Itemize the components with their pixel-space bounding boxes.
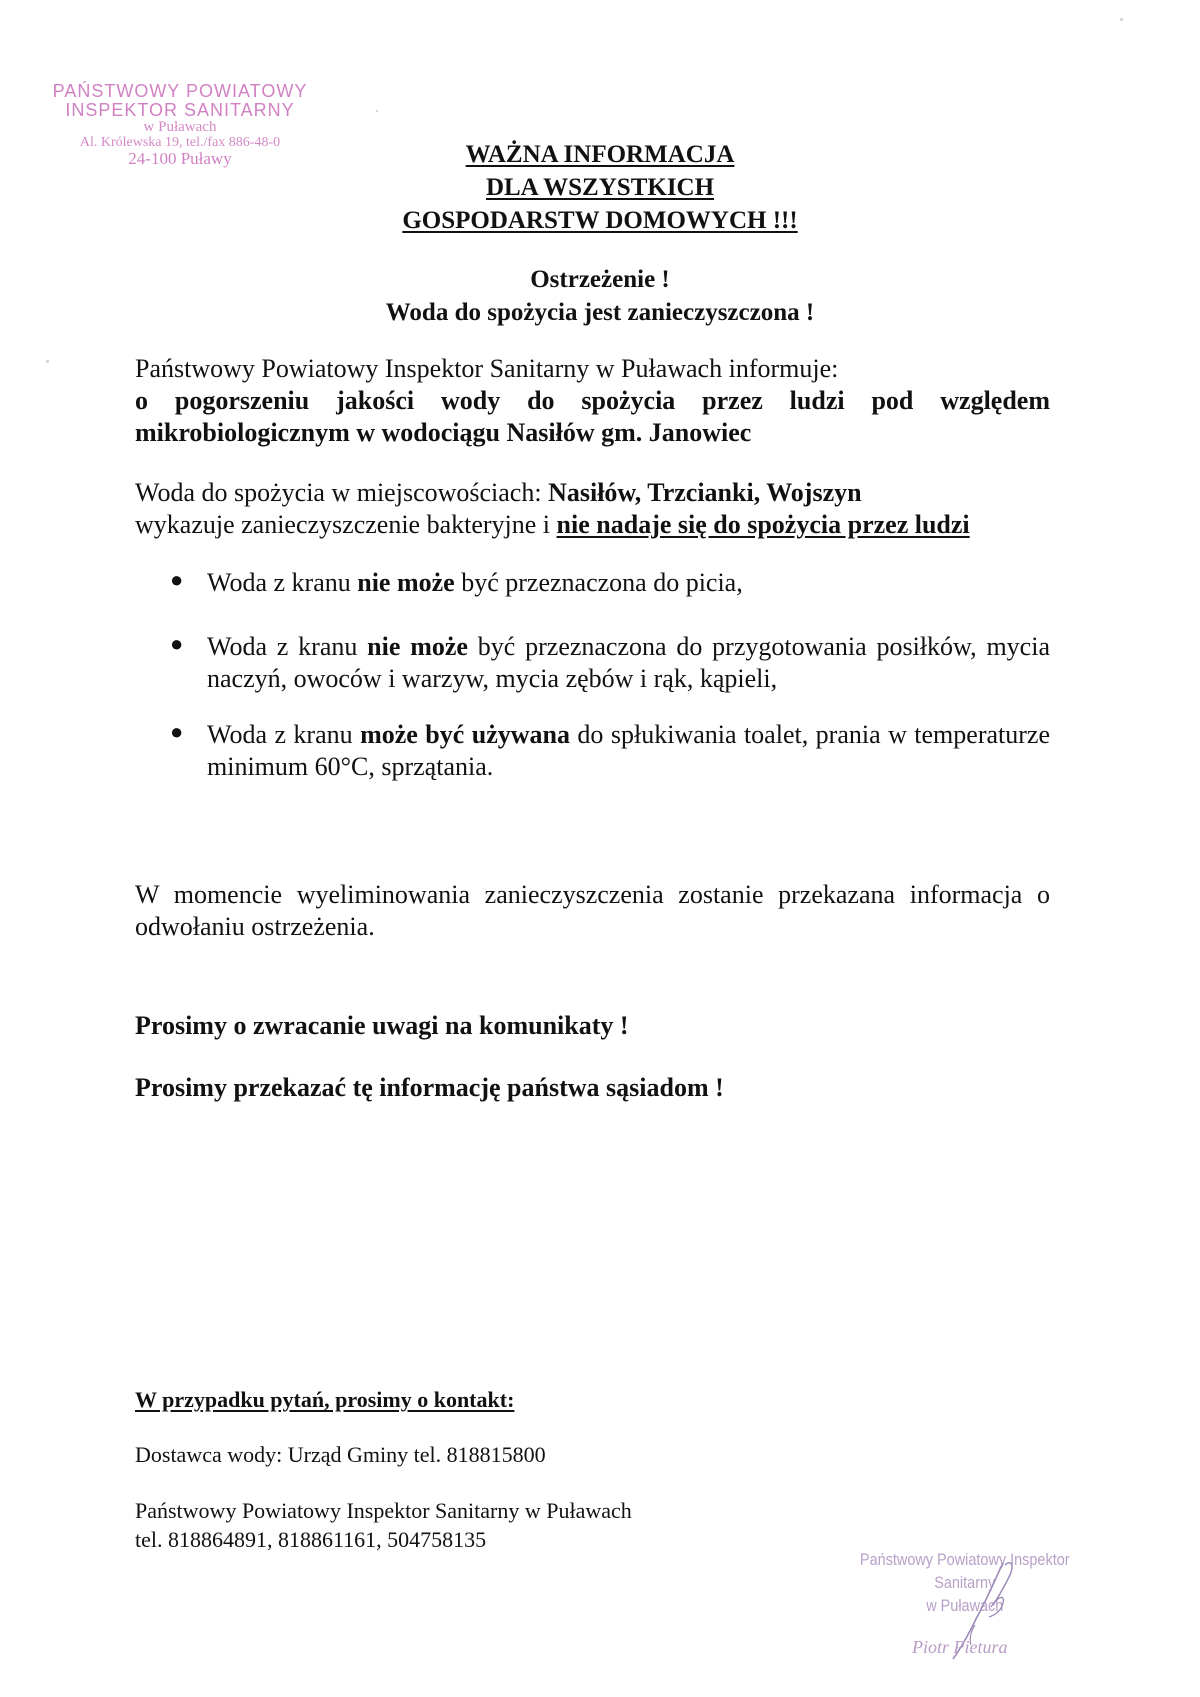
closing-paragraph: W momencie wyeliminowania zanieczyszczenia zostanie przekazana informacja o odwołaniu ostrzeżenia. — [135, 880, 1050, 941]
bullet-dot-icon: ● — [170, 719, 184, 744]
not-drinkable-emphasis: nie nadaje się do spożycia przez ludzi — [556, 510, 970, 539]
contact-heading: W przypadku pytań, prosimy o kontakt: — [135, 1387, 515, 1412]
bullet-emphasis: nie może — [367, 632, 468, 661]
bullet-emphasis: może być używana — [360, 720, 570, 749]
contact-supplier: Dostawca wody: Urząd Gminy tel. 818815800 — [135, 1442, 546, 1467]
appeal-neighbors: Prosimy przekazać tę informację państwa sąsiadom ! — [135, 1073, 724, 1102]
inspector-name: Państwowy Powiatowy Inspektor Sanitarny w Puławach — [135, 1498, 632, 1523]
bullet-text: być przeznaczona do picia, — [454, 568, 743, 597]
scan-speck — [376, 110, 378, 112]
scan-speck — [46, 360, 49, 363]
heading-line: DLA WSZYSTKICH — [485, 174, 715, 201]
heading-line: WAŻNA INFORMACJA — [465, 141, 735, 168]
heading-line: GOSPODARSTW DOMOWYCH !!! — [402, 207, 798, 234]
localities-paragraph — [135, 477, 1050, 541]
bullet-text: Woda z kranu — [207, 720, 361, 749]
scan-speck — [1120, 18, 1123, 21]
bullet-text: do spłukiwania toalet, prania w temperaturze minimum 60°C, sprzątania. — [207, 720, 1050, 781]
notice-heading — [340, 138, 860, 237]
stamp-line: PAŃSTWOWY POWIATOWY — [52, 81, 308, 101]
contact-inspector — [135, 1496, 632, 1554]
bullet-text: Woda z kranu — [207, 568, 358, 597]
warning-block — [200, 263, 1000, 329]
signature-stamp-line: w Puławach — [926, 1596, 1004, 1615]
localities-prefix: Woda do spożycia w miejscowościach: — [135, 478, 549, 507]
inspector-phones: tel. 818864891, 818861161, 504758135 — [135, 1527, 487, 1552]
stamp-line: 24-100 Puławy — [128, 149, 232, 169]
stamp-line: INSPEKTOR SANITARNY — [65, 99, 295, 120]
bullet-emphasis: nie może — [357, 568, 455, 597]
intro-line: Państwowy Powiatowy Inspektor Sanitarny w Puławach informuje: — [135, 354, 839, 383]
signature-stamp-line: Państwowy Powiatowy Inspektor Sanitarny — [859, 1550, 1070, 1592]
stamp-line: w Puławach — [143, 118, 217, 135]
intro-bold-text: o pogorszeniu jakości wody do spożycia przez ludzi pod względem mikrobiologicznym w wodociągu Nasiłów gm. Janowiec — [135, 386, 1050, 447]
official-stamp — [30, 82, 330, 168]
intro-paragraph — [135, 353, 1050, 449]
appeal-notifications: Prosimy o zwracanie uwagi na komunikaty ! — [135, 1011, 629, 1040]
signature-name: Piotr Pietura — [912, 1637, 1008, 1657]
stamp-line: Al. Królewska 19, tel./fax 886-48-0 — [79, 134, 281, 150]
warning-title: Ostrzeżenie ! — [530, 266, 670, 293]
localities-places: Nasiłów, Trzcianki, Wojszyn — [548, 478, 862, 507]
bullet-text: być przeznaczona do przygotowania posiłków, mycia naczyń, owoców i warzyw, mycia zębów i rąk, kąpieli, — [207, 632, 1050, 693]
warning-subtitle: Woda do spożycia jest zanieczyszczona ! — [385, 299, 815, 326]
bullet-dot-icon: ● — [170, 567, 184, 592]
localities-line2-prefix: wykazuje zanieczyszczenie bakteryjne i — [135, 510, 557, 539]
bullet-text: Woda z kranu — [207, 632, 368, 661]
bullet-dot-icon: ● — [170, 631, 184, 656]
